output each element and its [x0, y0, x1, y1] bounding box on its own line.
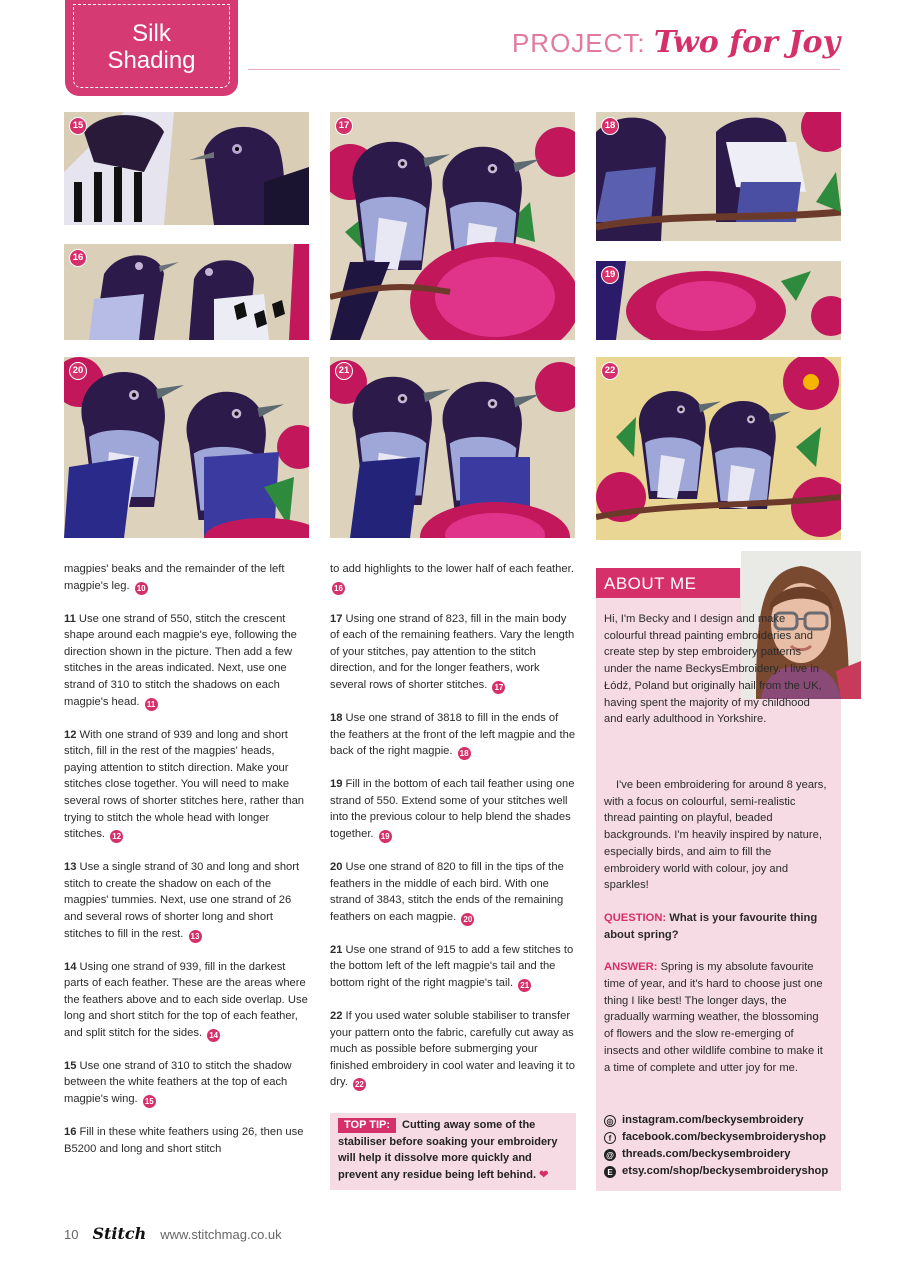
- step-paragraph: 14 Using one strand of 939, fill in the darkest parts of each feather. These are the areas where the feathers above and to each side overlap. Use long and short stitch for the top of each feather, and split stitch for the sides. 14: [64, 960, 308, 1040]
- about-question: QUESTION: What is your favourite thing about spring?: [604, 911, 818, 941]
- social-links: [604, 1112, 839, 1180]
- step-photo-22: [596, 357, 841, 540]
- social-link-threads[interactable]: @ threads.com/beckysembroidery: [604, 1146, 839, 1163]
- step-paragraph: 15 Use one strand of 310 to stitch the shadow between the white feathers at the top of each magpie's wing. 15: [64, 1059, 292, 1107]
- about-bio-intro: Hi, I'm Becky and I design and make colourful thread painting embroideries and create step by step embroidery patterns under the name BeckysEmbroidery. I live in Łódź, Poland but originally hail from the UK, having spent the majority of my childhood and early adulthood in Yorkshire.: [604, 613, 822, 726]
- top-tip-label: TOP TIP:: [338, 1118, 396, 1133]
- step-paragraph: 16 Fill in these white feathers using 26, then use B5200 and long and short stitch: [64, 1126, 304, 1155]
- step-paragraph: 17 Using one strand of 823, fill in the main body of each of the remaining feathers. Vary the length of your stitches, pay attention to the stitch direction, and for the longer feathers, work several rows of shorter stitches. 17: [330, 612, 575, 692]
- header-divider: [248, 69, 840, 70]
- embroidery-image: [596, 261, 841, 340]
- step-badge: 10: [135, 582, 148, 595]
- photo-number-badge: 22: [601, 362, 619, 380]
- project-heading: [512, 25, 840, 60]
- step-badge: 21: [518, 979, 531, 992]
- embroidery-image: [64, 357, 309, 538]
- instagram-icon: ◎: [604, 1115, 616, 1127]
- facebook-icon: f: [604, 1132, 616, 1144]
- embroidery-image: [330, 357, 575, 538]
- social-link-facebook[interactable]: f facebook.com/beckysembroideryshop: [604, 1129, 839, 1146]
- section-tab-label: Silk Shading: [107, 20, 196, 74]
- step-photo-19: [596, 261, 841, 340]
- project-title: Two for Joy: [653, 25, 840, 60]
- step-paragraph: 22 If you used water soluble stabiliser to transfer your pattern onto the fabric, carefully cut away as much as possible before submerging your finished embroidery in cool water and leaving it to dry. 22: [330, 1009, 576, 1090]
- step-paragraph: 18 Use one strand of 3818 to fill in the ends of the feathers at the front of the left magpie and the back of the right magpie. 18: [330, 711, 576, 759]
- etsy-icon: E: [604, 1166, 616, 1178]
- page-footer: [64, 1224, 282, 1243]
- photo-number-badge: 17: [335, 117, 353, 135]
- step-badge: 17: [492, 681, 505, 694]
- embroidery-image: [596, 112, 841, 241]
- about-me-text: [604, 777, 829, 1092]
- photo-number-badge: 15: [69, 117, 87, 135]
- about-bio-paragraph: I've been embroidering for around 8 years, with a focus on colourful, semi-realistic thread painting on playful, beaded backgrounds. I'm heavily inspired by nature, especially birds, and aim to fill the embroidery world with colour, joy and sparkles!: [604, 779, 827, 892]
- step-badge: 11: [145, 698, 158, 711]
- step-badge: 13: [189, 930, 202, 943]
- step-photo-15: [64, 112, 309, 225]
- about-me-heading: ABOUT ME: [596, 568, 740, 598]
- step-paragraph: 19 Fill in the bottom of each tail feather using one strand of 550. Extend some of your stitches well into the previous colour to help blend the shades together. 19: [330, 778, 575, 841]
- embroidery-image: [64, 244, 309, 340]
- project-prefix: PROJECT:: [511, 28, 646, 58]
- step-badge: 18: [458, 747, 471, 760]
- step-badge: 12: [110, 830, 123, 843]
- embroidery-image: [596, 357, 841, 540]
- photo-number-badge: 20: [69, 362, 87, 380]
- heart-icon: ❤: [539, 1168, 549, 1181]
- top-tip-text: Cutting away some of the stabiliser before soaking your embroidery will help it dissolve more quickly and prevent any residue being left behind.: [338, 1119, 558, 1181]
- photo-number-badge: 21: [335, 362, 353, 380]
- step-paragraph: 12 With one strand of 939 and long and short stitch, fill in the rest of the magpies' heads, paying attention to stitch direction. Make your stitches close together. You will need to make several rows of shorter stitches here, rather than trying to stitch the whole head with longer stitches. 12: [64, 728, 305, 842]
- step-paragraph: 20 Use one strand of 820 to fill in the tips of the feathers in the middle of each bird. With one strand of 3843, stitch the ends of the remaining feathers on each magpie. 20: [330, 860, 564, 924]
- photo-number-badge: 18: [601, 117, 619, 135]
- step-paragraph: to add highlights to the lower half of each feather. 16: [330, 563, 574, 593]
- step-photo-18: [596, 112, 841, 241]
- step-badge: 16: [332, 582, 345, 595]
- section-tab: [65, 0, 238, 96]
- photo-number-badge: 19: [601, 266, 619, 284]
- step-badge: 14: [207, 1029, 220, 1042]
- step-badge: 19: [379, 830, 392, 843]
- instructions-column-1: [64, 561, 309, 1173]
- embroidery-image: [330, 112, 575, 340]
- step-paragraph: magpies' beaks and the remainder of the left magpie's leg. 10: [64, 563, 285, 593]
- step-paragraph: 21 Use one strand of 915 to add a few stitches to the bottom left of the left magpie's tail and the bottom right of the right magpie's tail. 21: [330, 943, 574, 990]
- step-paragraph: 11 Use one strand of 550, stitch the crescent shape around each magpie's eye, following the direction shown in the picture. Then add a few stitches in the areas indicated. Next, use one strand of 310 to stitch the shadows on each magpie's head. 11: [64, 612, 297, 709]
- step-badge: 22: [353, 1078, 366, 1091]
- photo-number-badge: 16: [69, 249, 87, 267]
- social-link-instagram[interactable]: ◎ instagram.com/beckysembroidery: [604, 1112, 839, 1129]
- top-tip-box: [330, 1113, 576, 1190]
- step-paragraph: 13 Use a single strand of 30 and long and short stitch to create the shadow on each of the magpies' tummies. Next, use one strand of 26 and several rows of shorter long and short stitches to fill in the rest. 13: [64, 861, 300, 941]
- step-photo-16: [64, 244, 309, 340]
- footer-url[interactable]: www.stitchmag.co.uk: [160, 1227, 282, 1242]
- threads-icon: @: [604, 1149, 616, 1161]
- instructions-column-2: [330, 561, 576, 1107]
- step-photo-17: [330, 112, 575, 340]
- about-answer: ANSWER: Spring is my absolute favourite time of year, and it's hard to choose just one thing I like best! The longer days, the gradually warming weather, the blossoming of flowers and the slow re-emerging of insects and other wildlife combine to make it a time of complete and utter joy for me.: [604, 961, 823, 1074]
- social-link-etsy[interactable]: E etsy.com/shop/beckysembroideryshop: [604, 1163, 839, 1180]
- embroidery-image: [64, 112, 309, 225]
- page-number: 10: [64, 1227, 79, 1242]
- step-photo-21: [330, 357, 575, 538]
- magazine-logo: Stitch: [92, 1224, 147, 1243]
- step-badge: 20: [461, 913, 474, 926]
- step-badge: 15: [143, 1095, 156, 1108]
- step-photo-20: [64, 357, 309, 538]
